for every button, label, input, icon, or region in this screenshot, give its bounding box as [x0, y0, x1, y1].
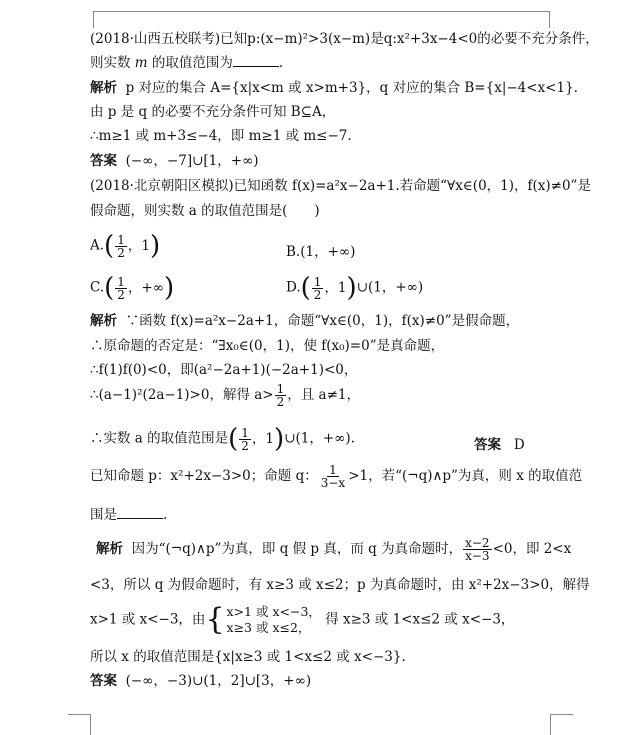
problem2-solution-4: ∴(a−1)²(2a−1)>0，解得 a> $\frac{1}{2}$ ，且 a≠1， [90, 382, 360, 409]
answer-blank [117, 506, 163, 519]
option-d-label: D. [286, 279, 301, 296]
problem2-solution-3: ∴f(1)f(0)<0，即(a²−2a+1)(−2a+1)<0， [90, 362, 358, 378]
problem1-line2: 则实数 m 的取值范围为 . [90, 55, 284, 71]
problem2-solution-5: ∴实数 a 的取值范围是 ( $\frac{1}{2}$ ，1 ) ∪(1，+∞). [90, 424, 355, 454]
option-a-label: A. [90, 237, 105, 254]
problem3-solution-2: <3，所以 q 为假命题时，有 x≥3 或 x≤2；p 为真命题时，由 x²+2x−3>0，解得 [90, 577, 590, 593]
problem1-line2-text-b: 的取值范围为 [151, 55, 233, 71]
answer-text: (−∞，−3)∪(1，2]∪[3，+∞) [125, 673, 312, 689]
problem3-solution-1: 解析 因为“(¬q)∧p”为真，即 q 假 p 真，而 q 为真命题时， $\frac{x-2}{x-3}$ <0，即 2<x [96, 536, 572, 563]
fraction: $\frac{1}{2}$ [117, 232, 125, 260]
option-a: A. ( $\frac{1}{2}$ ，1 ) [90, 231, 161, 261]
fraction: $\frac{1}{2}$ [313, 274, 322, 302]
solution-text: ∵函数 f(x)=a²x−2a+1，命题“∀x∈(0，1)，f(x)≠0”是假命题， [125, 313, 520, 329]
problem2-solution-1 [90, 312, 519, 330]
solution-label: 解析 [90, 313, 117, 329]
problem3-line1: 已知命题 p：x²+2x−3>0；命题 q： $\frac{1}{3-x}$ >1，若“(¬q)∧p”为真，则 x 的取值范 [90, 463, 583, 490]
answer-text: (−∞，−7]∪[1，+∞) [125, 153, 259, 169]
fraction: $\frac{1}{3-x}$ [320, 463, 346, 490]
problem2-line2: 假命题，则实数 a 的取值范围是( ) [90, 203, 320, 219]
option-c-label: C. [90, 279, 105, 296]
problem1-solution-3: ∴m≥1 或 m+3≤−4，即 m≥1 或 m≤−7. [90, 128, 352, 144]
answer-label: 答案 [90, 153, 117, 169]
problem2-solution-2: ∴原命题的否定是：“∃x₀∈(0，1)，使 f(x₀)=0”是真命题， [90, 338, 445, 354]
fraction: $\frac{x-2}{x-3}$ [465, 536, 490, 563]
problem3-solution-3: x>1 或 x<−3，由 { x>1 或 x<−3， x≥3 或 x≤2， 得 x≥3 或 1<x≤2 或 x<−3， [90, 602, 515, 637]
problem3-answer [90, 672, 311, 690]
fraction: $\frac{1}{2}$ [117, 274, 125, 302]
crop-mark-bottom-right [550, 714, 573, 735]
problem3-solution-4: 所以 x 的取值范围是{x|x≥3 或 1<x≤2 或 x<−3}. [90, 649, 406, 665]
answer-label: 答案 [474, 437, 501, 453]
problem1-answer [90, 152, 259, 170]
problem1-solution-1 [90, 79, 578, 97]
option-c: C. ( $\frac{1}{2}$ ，+∞ ) [90, 273, 175, 303]
option-d: D. ( $\frac{1}{2}$ ，1 ) ∪(1，+∞) [286, 273, 424, 303]
problem3-line2: 围是 . [90, 507, 168, 523]
answer-text: D [513, 437, 525, 453]
solution-label: 解析 [90, 80, 117, 96]
page-top-border [93, 11, 550, 28]
option-b: B.(1，+∞) [286, 244, 356, 260]
answer-label: 答案 [90, 673, 117, 689]
problem2-answer [474, 436, 525, 454]
answer-blank [233, 54, 279, 67]
solution-text: p 对应的集合 A={x|x<m 或 x>m+3}，q 对应的集合 B={x|−4<x<1}. [125, 80, 578, 96]
crop-mark-bottom-left [68, 714, 91, 735]
inequality-system: { x>1 或 x<−3， x≥3 或 x≤2， [205, 602, 321, 637]
problem2-line1: (2018·北京朝阳区模拟)已知函数 f(x)=a²x−2a+1.若命题“∀x∈(0，1)，f(x)≠0”是 [90, 178, 591, 194]
problem1-line2-text: 则实数 [90, 55, 131, 71]
solution-label: 解析 [96, 541, 123, 557]
fraction: $\frac{1}{2}$ [241, 425, 249, 453]
problem1-var-m: m [134, 55, 148, 71]
problem1-solution-2: 由 p 是 q 的必要不充分条件可知 B⊆A， [90, 104, 336, 120]
problem1-line1: (2018·山西五校联考)已知p:(x−m)²>3(x−m)是q:x²+3x−4<0的必要不充分条件， [90, 31, 599, 47]
fraction: $\frac{1}{2}$ [276, 382, 285, 409]
